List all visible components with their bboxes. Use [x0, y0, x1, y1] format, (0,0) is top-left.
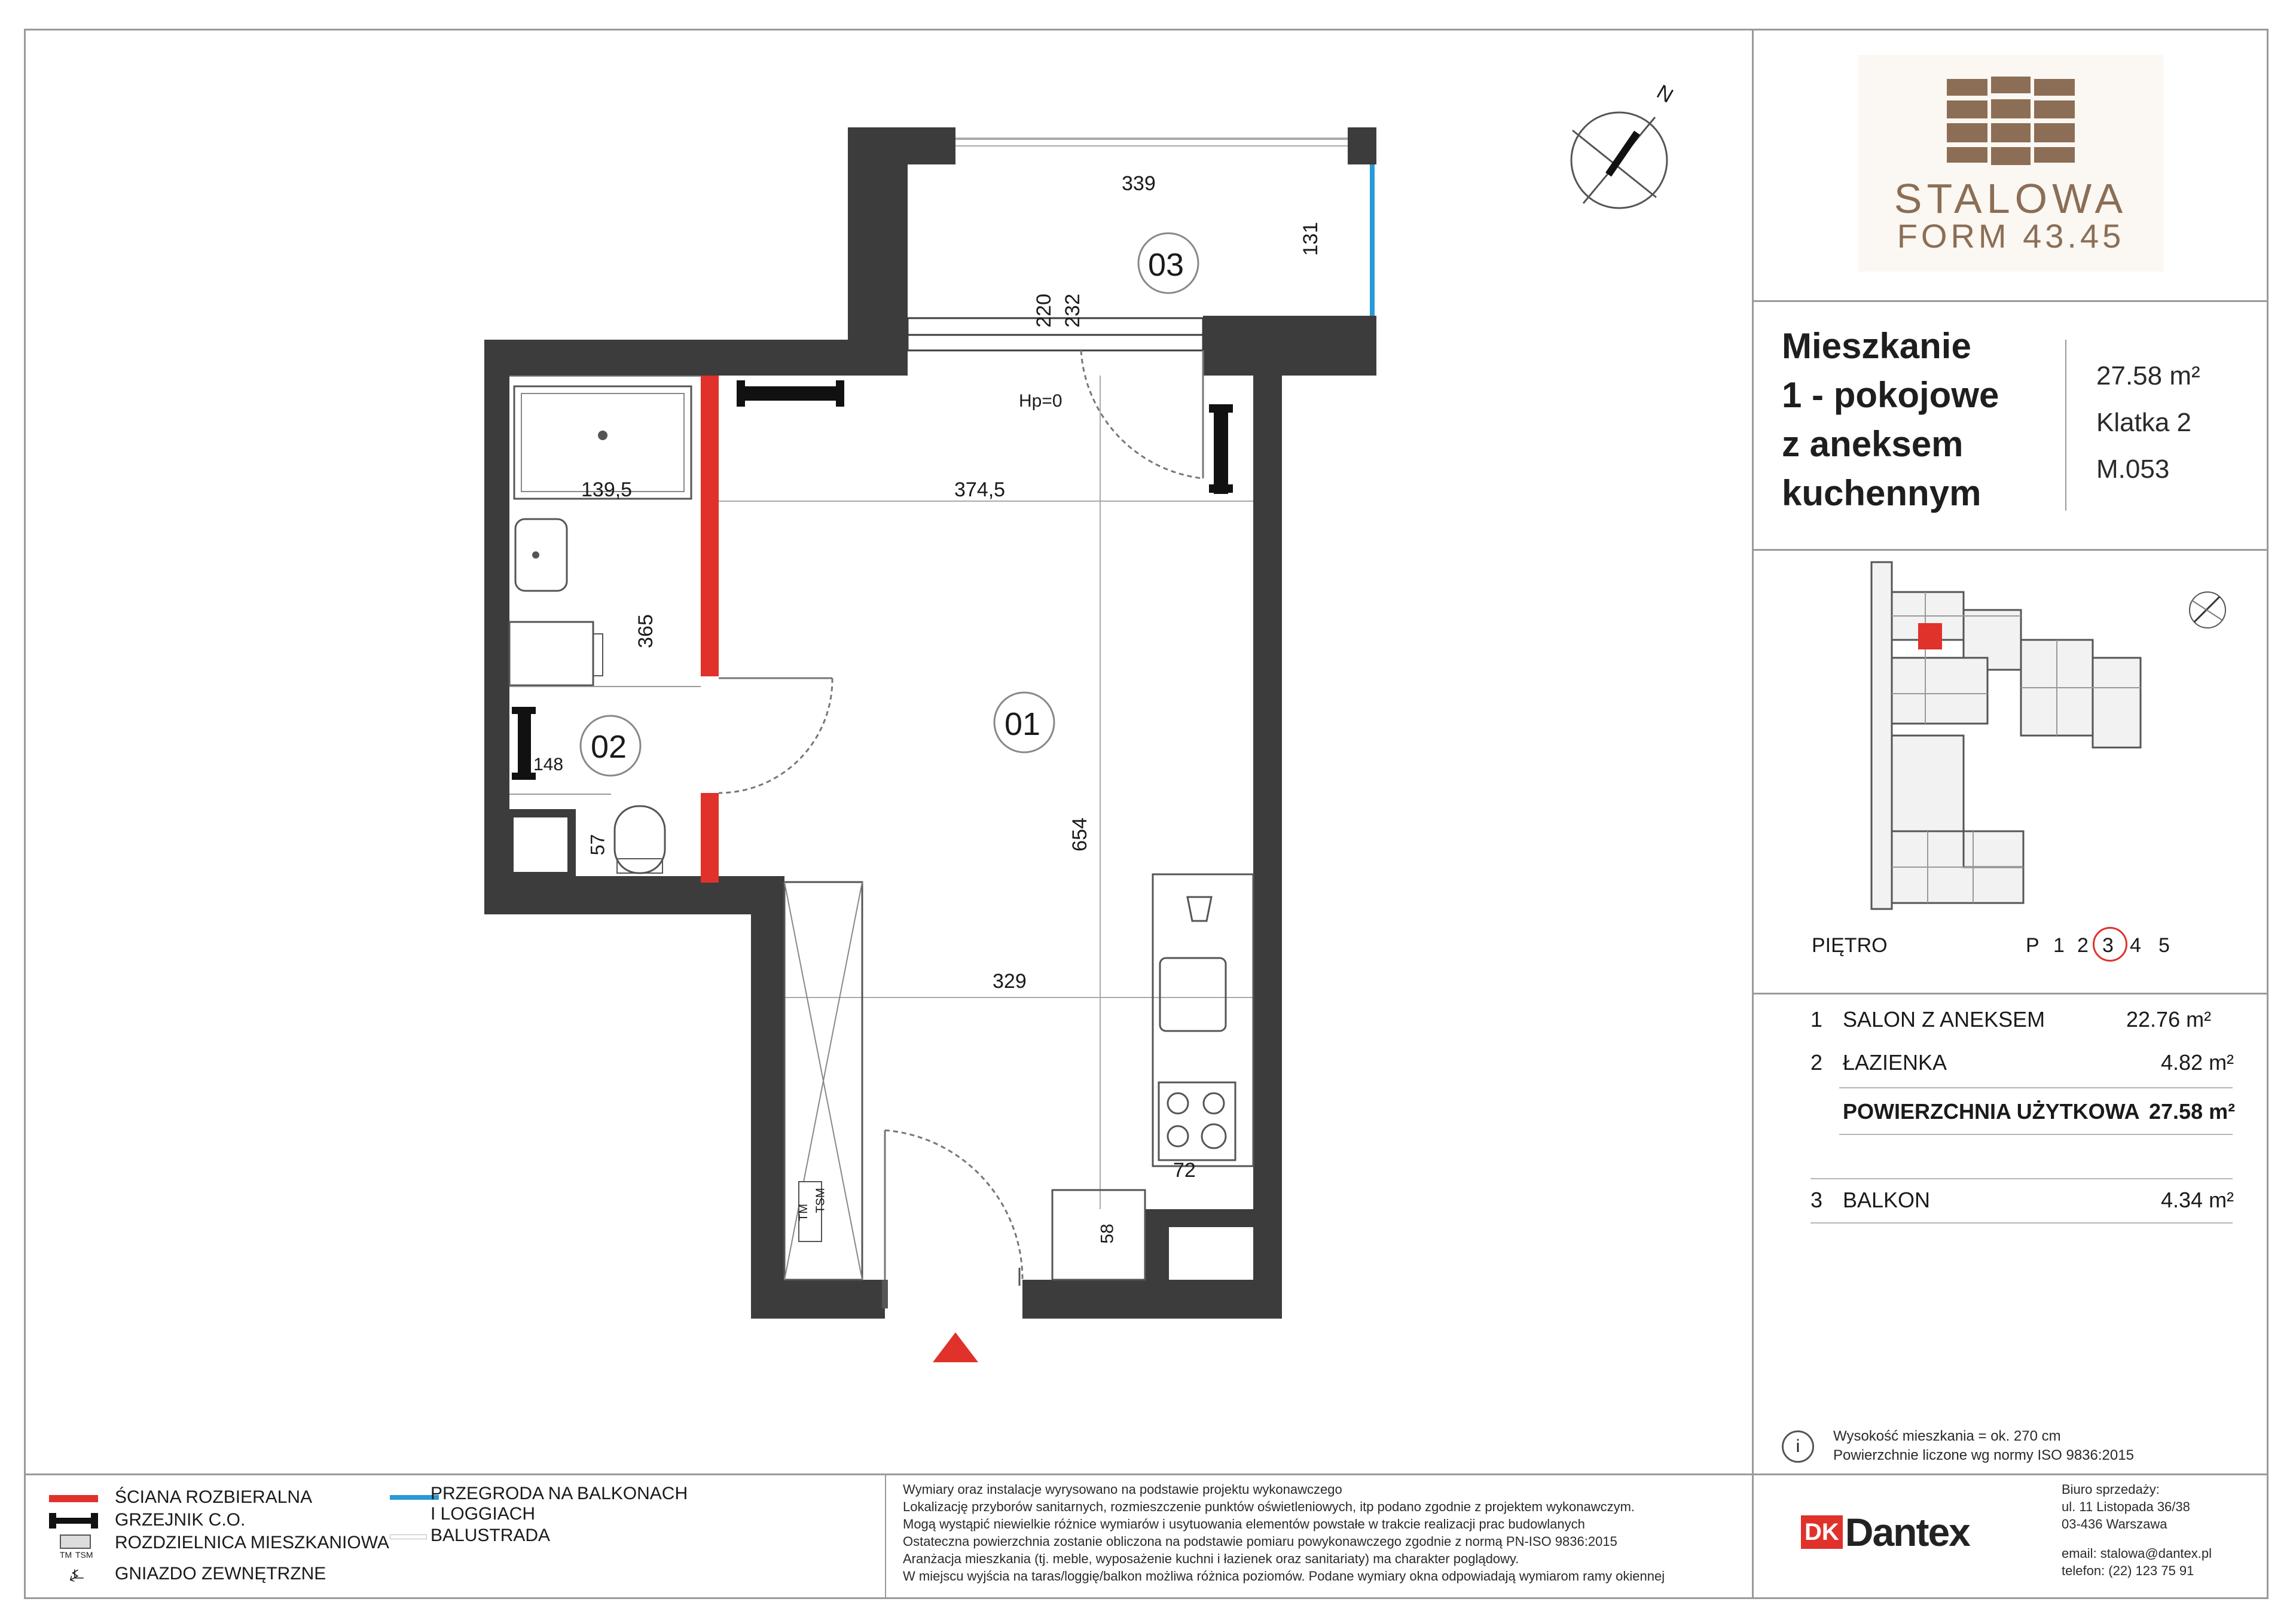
title-line-4: kuchennym — [1782, 473, 1981, 513]
legend-radiator: GRZEJNIK C.O. — [115, 1510, 246, 1530]
footer-divider-1 — [885, 1473, 886, 1599]
tm-label: TM — [796, 1204, 810, 1221]
kitchen-sink — [1160, 958, 1226, 1031]
sales-office-phone[interactable]: telefon: (22) 123 75 91 — [2062, 1563, 2194, 1578]
legend-railing-swatch — [390, 1534, 427, 1539]
cooktop — [1159, 1082, 1235, 1160]
legend-socket-icon: ⍼ — [69, 1566, 84, 1584]
sales-office-line-3: 03-436 Warszawa — [2062, 1517, 2167, 1532]
dim-58: 58 — [1097, 1224, 1118, 1244]
floor-p[interactable]: P — [2026, 934, 2039, 957]
dim-329: 329 — [993, 970, 1027, 993]
legend-removable-wall: ŚCIANA ROZBIERALNA — [115, 1487, 313, 1507]
dim-365: 365 — [634, 614, 657, 648]
radiator-living-right — [1214, 404, 1228, 494]
key-plan-highlight — [1918, 623, 1942, 649]
apartment-number: M.053 — [2096, 454, 2170, 484]
legend-distribution: ROZDZIELNICA MIESZKANIOWA — [115, 1533, 389, 1552]
room-1-name: SALON Z ANEKSEM — [1843, 1007, 2045, 1032]
footer-divider-2 — [1752, 1473, 1753, 1599]
logo — [1858, 55, 2163, 271]
radiator-bathroom — [518, 707, 531, 780]
walls — [484, 127, 1376, 1319]
disclaimer — [903, 1481, 1752, 1585]
legend-railing: BALUSTRADA — [430, 1526, 551, 1545]
tsm-label: TSM — [814, 1188, 828, 1213]
disclaimer-3: Mogą wystąpić niewielkie różnice wymiarów i usytuowania elementów powstałe w trakcie realizacji prac budowlanych — [903, 1517, 1585, 1532]
developer-logo-mark: DK — [1801, 1515, 1843, 1549]
table-line-2 — [1839, 1134, 2233, 1135]
toilet — [615, 806, 665, 873]
sales-office-line-2: ul. 11 Listopada 36/38 — [2062, 1499, 2190, 1514]
dim-72: 72 — [1173, 1159, 1196, 1182]
room-2-area: 4.82 m² — [2161, 1050, 2234, 1075]
radiator-living-top — [737, 386, 844, 401]
legend-partition-1: PRZEGRODA NA BALKONACH — [430, 1484, 688, 1503]
usable-area-label: POWIERZCHNIA UŻYTKOWA — [1843, 1099, 2140, 1124]
legend-tsm: TSM — [75, 1550, 93, 1560]
disclaimer-6: W miejscu wyjścia na taras/loggię/balkon możliwa różnica poziomów. Podane wymiary okna odpowiadają wymiarom ramy okiennej — [903, 1569, 1665, 1584]
table-line-1 — [1839, 1087, 2233, 1088]
developer-logo-name: Dantex — [1845, 1510, 1970, 1554]
dim-654: 654 — [1068, 817, 1091, 852]
removable-wall-upper — [701, 376, 719, 676]
room-02-label: 02 — [591, 729, 627, 765]
floor-label: PIĘTRO — [1812, 934, 1888, 957]
legend-removable-wall-swatch — [49, 1495, 98, 1502]
floor-divider — [1752, 993, 2268, 994]
floor-4[interactable]: 4 — [2130, 934, 2141, 957]
apartment-title — [1782, 322, 1999, 518]
disclaimer-5: Aranżacja mieszkania (tj. meble, wyposażenie kuchni i łazienek oraz sanitariaty) ma charakter poglądowy. — [903, 1551, 1519, 1566]
room-1-num: 1 — [1810, 1007, 1823, 1032]
room-2-num: 2 — [1810, 1050, 1823, 1075]
footer-divider — [24, 1473, 2268, 1475]
balcony-area: 4.34 m² — [2161, 1188, 2234, 1212]
hp-label: Hp=0 — [1019, 391, 1062, 411]
title-separator — [2065, 340, 2066, 511]
apartment-meta — [2096, 353, 2200, 493]
legend-distribution-swatch — [60, 1534, 91, 1549]
room-1-area: 22.76 m² — [2126, 1007, 2212, 1032]
logo-line2: FORM 43.45 — [1897, 217, 2125, 255]
floor-5[interactable]: 5 — [2158, 934, 2170, 957]
balcony-name: BALKON — [1843, 1188, 1931, 1212]
sales-office-email[interactable]: email: stalowa@dantex.pl — [2062, 1546, 2212, 1561]
info-line-2: Powierzchnie liczone wg normy ISO 9836:2015 — [1833, 1447, 2134, 1463]
info-note — [1833, 1427, 2134, 1465]
legend-radiator-end-r — [91, 1513, 98, 1529]
disclaimer-2: Lokalizację przyborów sanitarnych, rozmieszczenie punktów oświetleniowych, itp podano zgodnie z projektem wykonawczym. — [903, 1499, 1635, 1514]
room-01-label: 01 — [1004, 706, 1041, 742]
floor-1[interactable]: 1 — [2053, 934, 2065, 957]
dim-374-5: 374,5 — [954, 478, 1006, 501]
room-03-label: 03 — [1148, 247, 1184, 283]
dim-131: 131 — [1299, 222, 1322, 256]
legend-radiator-end-l — [49, 1513, 56, 1529]
disclaimer-1: Wymiary oraz instalacje wyrysowano na podstawie projektu wykonawczego — [903, 1482, 1342, 1497]
washing-machine — [509, 622, 593, 685]
removable-wall-lower — [701, 793, 719, 883]
info-icon-glyph: i — [1796, 1436, 1800, 1456]
logo-line1: STALOWA — [1894, 175, 2128, 222]
developer-logo — [1801, 1510, 1970, 1554]
title-line-3: z aneksem — [1782, 424, 1964, 464]
title-line-2: 1 - pokojowe — [1782, 375, 1999, 415]
table-line-4 — [1810, 1222, 2233, 1224]
title-line-1: Mieszkanie — [1782, 326, 1971, 366]
washbasin — [515, 519, 567, 591]
dim-57: 57 — [587, 834, 609, 856]
dim-148: 148 — [533, 755, 564, 774]
apartment-area: 27.58 m² — [2096, 361, 2200, 391]
key-plan — [1854, 556, 2236, 939]
apartment-stairwell: Klatka 2 — [2096, 408, 2191, 437]
logo-mark — [1858, 55, 2163, 175]
dim-220: 220 — [1032, 294, 1055, 328]
disclaimer-4: Ostateczna powierzchnia zostanie obliczona na podstawie pomiaru powykonawczego zgodnie z normą PN-ISO 9836:2015 — [903, 1534, 1617, 1549]
info-icon — [1782, 1430, 1814, 1463]
sales-office-line-1: Biuro sprzedaży: — [2062, 1482, 2160, 1497]
room-2-name: ŁAZIENKA — [1843, 1050, 1947, 1075]
selected-floor-ring — [2093, 927, 2127, 962]
balcony-num: 3 — [1810, 1188, 1823, 1212]
title-divider — [1752, 549, 2268, 551]
north-label: N — [1653, 80, 1677, 108]
north-arrow — [1571, 112, 1667, 208]
usable-area-value: 27.58 m² — [2149, 1099, 2236, 1124]
entrance-marker — [933, 1332, 978, 1362]
floor-3[interactable]: 3 — [2102, 934, 2114, 957]
legend-tm: TM — [60, 1550, 72, 1560]
logo-divider — [1752, 300, 2268, 302]
sales-office — [2062, 1481, 2212, 1579]
dim-339: 339 — [1122, 172, 1156, 195]
kitchen-counter — [1153, 874, 1253, 1166]
panel-divider — [1752, 29, 1754, 1599]
dim-139-5: 139,5 — [581, 478, 633, 501]
table-line-3 — [1810, 1178, 2233, 1179]
legend-partition-2: I LOGGIACH — [430, 1504, 536, 1524]
legend-socket: GNIAZDO ZEWNĘTRZNE — [115, 1564, 326, 1584]
info-line-1: Wysokość mieszkania = ok. 270 cm — [1833, 1428, 2061, 1444]
floor-2[interactable]: 2 — [2077, 934, 2089, 957]
dim-232: 232 — [1061, 294, 1084, 328]
